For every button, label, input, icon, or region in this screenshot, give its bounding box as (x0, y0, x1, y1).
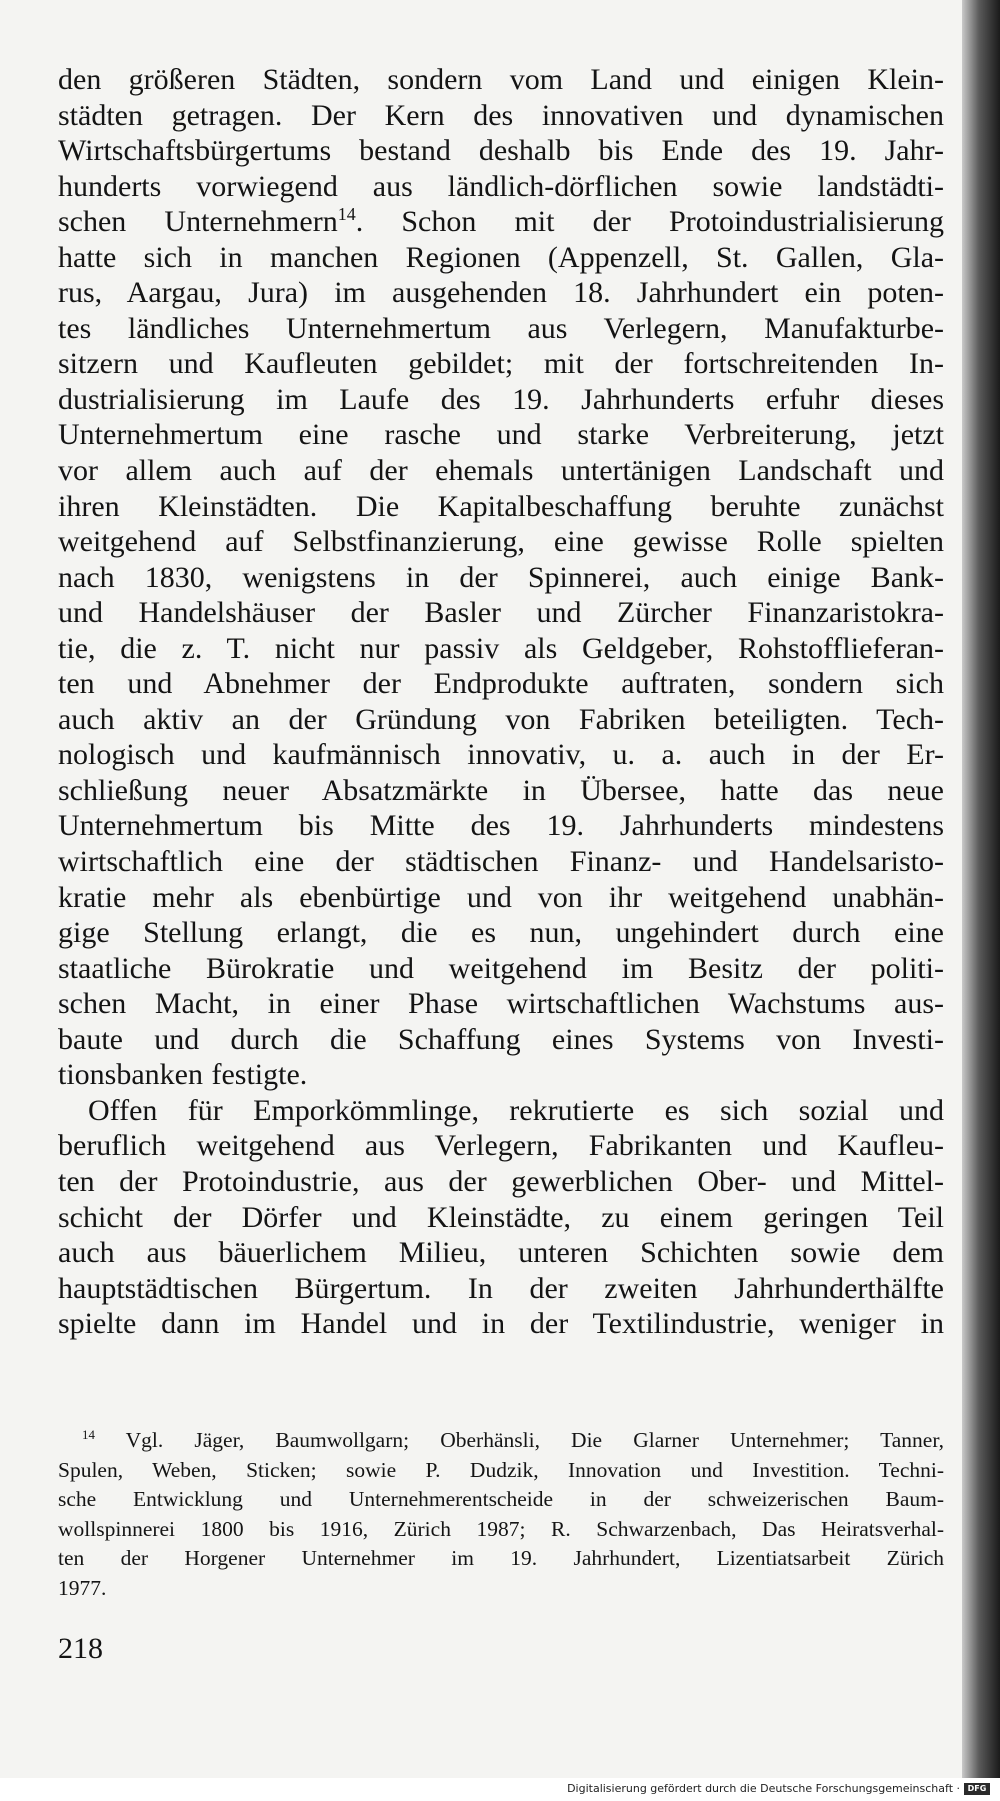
body-line: beruflich weitgehend aus Verlegern, Fabrikanten und Kaufleu- (58, 1129, 944, 1163)
body-line: hauptstädtischen Bürgertum. In der zweiten Jahrhunderthälfte (58, 1271, 944, 1305)
footnote-line: sche Entwicklung und Unternehmerentscheide in der schweizerischen Baum- (58, 1487, 944, 1512)
page-number: 218 (58, 1632, 103, 1665)
body-line: staatliche Bürokratie und weitgehend im Besitz der politi- (58, 951, 944, 985)
body-line: schicht der Dörfer und Kleinstädte, zu einem geringen Teil (58, 1200, 944, 1234)
body-line: nologisch und kaufmännisch innovativ, u. a. auch in der Er- (58, 738, 944, 772)
body-line: wirtschaftlich eine der städtischen Finanz- und Handelsaristo- (58, 845, 944, 879)
body-line: weitgehend auf Selbstfinanzierung, eine gewisse Rolle spielten (58, 525, 944, 559)
body-line: sitzern und Kaufleuten gebildet; mit der fortschreitenden In- (58, 347, 944, 381)
body-line: städten getragen. Der Kern des innovativen und dynamischen (58, 98, 944, 132)
body-line: baute und durch die Schaffung eines Systems von Investi- (58, 1022, 944, 1056)
page-edge-shadow (962, 0, 1000, 1778)
body-line: spielte dann im Handel und in der Textilindustrie, weniger in (58, 1307, 944, 1341)
body-line: dustrialisierung im Laufe des 19. Jahrhunderts erfuhr dieses (58, 382, 944, 416)
body-line-text: schen Unternehmern (58, 205, 338, 239)
body-text (58, 62, 944, 1342)
dfg-logo-icon: DFG (964, 1783, 990, 1795)
body-line: den größeren Städten, sondern vom Land und einigen Klein- (58, 63, 944, 96)
body-line: Unternehmertum bis Mitte des 19. Jahrhunderts mindestens (58, 809, 944, 843)
body-line: hunderts vorwiegend aus ländlich-dörflichen sowie landstädti- (58, 169, 944, 203)
body-line: tionsbanken festigte. (58, 1058, 308, 1092)
body-line: vor allem auch auf der ehemals untertänigen Landschaft und (58, 454, 944, 488)
body-line: tes ländliches Unternehmertum aus Verlegern, Manufakturbe- (58, 311, 944, 345)
body-line: rus, Aargau, Jura) im ausgehenden 18. Jahrhundert ein poten- (58, 276, 944, 310)
body-line: auch aktiv an der Gründung von Fabriken beteiligten. Tech- (58, 702, 944, 736)
body-line: schließung neuer Absatzmärkte in Übersee, hatte das neue (58, 773, 944, 807)
footnote-number: 14 (82, 1427, 95, 1442)
digitization-credit (567, 1782, 990, 1796)
body-line: gige Stellung erlangt, die es nun, ungehindert durch eine (58, 916, 944, 950)
body-line: und Handelshäuser der Basler und Zürcher Finanzaristokra- (58, 596, 944, 630)
body-line: Wirtschaftsbürgertums bestand deshalb bis Ende des 19. Jahr- (58, 134, 944, 168)
body-line: auch aus bäuerlichem Milieu, unteren Schichten sowie dem (58, 1236, 944, 1270)
footnote-line: 1977. (58, 1575, 107, 1600)
footnote-line: ten der Horgener Unternehmer im 19. Jahrhundert, Lizentiatsarbeit Zürich (58, 1546, 944, 1571)
body-line (58, 204, 944, 240)
footnote-line (58, 1426, 944, 1456)
body-line: ten und Abnehmer der Endprodukte auftraten, sondern sich (58, 667, 944, 701)
footnote-block (58, 1426, 944, 1604)
body-line: schen Macht, in einer Phase wirtschaftlichen Wachstums aus- (58, 987, 944, 1021)
footnote-line: wollspinnerei 1800 bis 1916, Zürich 1987; R. Schwarzenbach, Das Heiratsverhal- (58, 1516, 944, 1541)
body-line: ihren Kleinstädten. Die Kapitalbeschaffung beruhte zunächst (58, 489, 944, 523)
footnote-reference[interactable]: 14 (337, 204, 356, 225)
body-line: hatte sich in manchen Regionen (Appenzell, St. Gallen, Gla- (58, 240, 944, 274)
body-line-text: . Schon mit der Protoindustrialisierung (355, 205, 944, 239)
credit-text: Digitalisierung gefördert durch die Deutsche Forschungsgemeinschaft · (567, 1782, 960, 1795)
footnote-line: Spulen, Weben, Sticken; sowie P. Dudzik, Innovation und Investition. Techni- (58, 1457, 944, 1482)
paragraph-start-line: Offen für Emporkömmlinge, rekrutierte es sich sozial und (88, 1093, 944, 1127)
body-line: ten der Protoindustrie, aus der gewerblichen Ober- und Mittel- (58, 1164, 944, 1198)
body-line: tie, die z. T. nicht nur passiv als Geldgeber, Rohstofflieferan- (58, 631, 944, 665)
body-line: nach 1830, wenigstens in der Spinnerei, auch einige Bank- (58, 560, 944, 594)
footnote-text: Vgl. Jäger, Baumwollgarn; Oberhänsli, Die Glarner Unternehmer; Tanner, (125, 1428, 944, 1452)
body-line: kratie mehr als ebenbürtige und von ihr weitgehend unabhän- (58, 880, 944, 914)
body-line: Unternehmertum eine rasche und starke Verbreiterung, jetzt (58, 418, 944, 452)
